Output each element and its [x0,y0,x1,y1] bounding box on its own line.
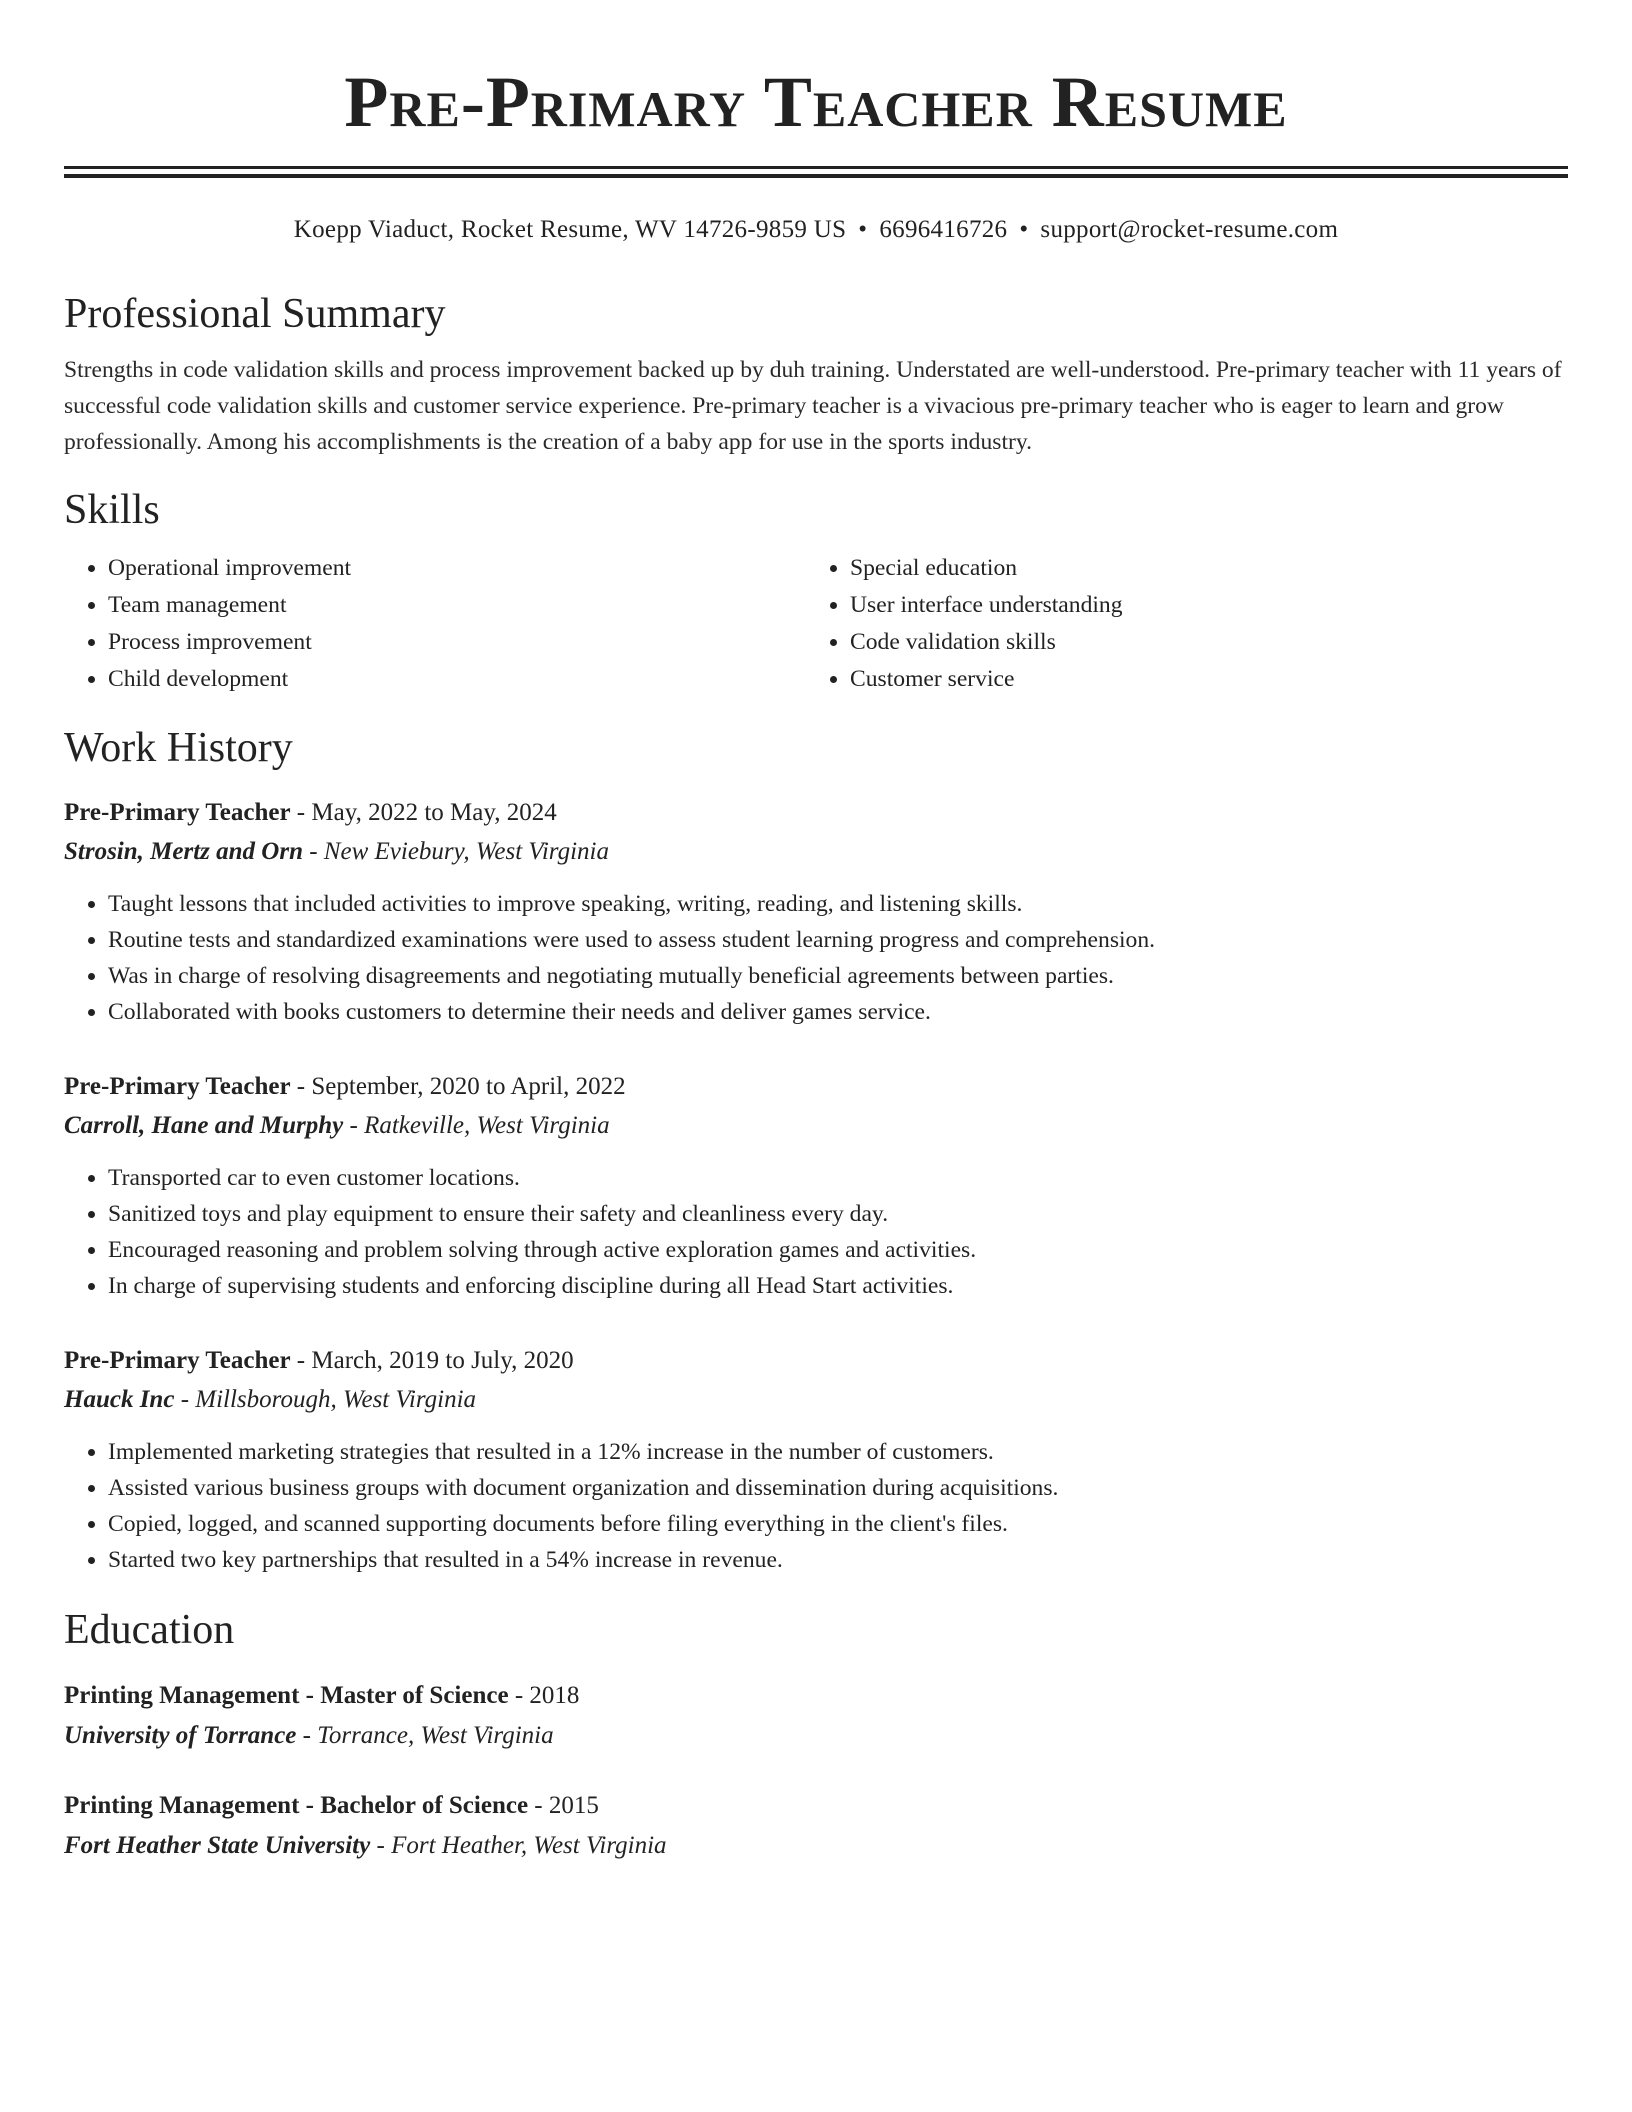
job-bullet: • Encouraged reasoning and problem solving through active exploration games and activities. [108,1232,1568,1268]
job-location: - Millsborough, West Virginia [174,1386,477,1413]
education-school-line [64,1716,1568,1756]
job-role: Pre-Primary Teacher [64,1347,291,1374]
job-entry [64,1068,1568,1304]
skills-column-left [64,550,806,698]
job-bullets [64,1160,1568,1304]
job-location: - New Eviebury, West Virginia [302,838,609,865]
job-company: Strosin, Mertz and Orn [64,838,303,865]
job-role: Pre-Primary Teacher [64,1073,291,1100]
job-bullet: • Routine tests and standardized examinations were used to assess student learning progress and comprehension. [108,922,1568,958]
skill-item: • Special education [850,550,1548,587]
education-entry [64,1676,1568,1756]
education-school-line [64,1826,1568,1866]
job-company-line [64,1381,1568,1419]
job-dates: - May, 2022 to May, 2024 [290,799,557,826]
job-company-line [64,833,1568,871]
education-degree: Printing Management - Master of Science [64,1682,509,1709]
education-year: - 2018 [508,1682,580,1709]
education-school: University of Torrance [64,1722,297,1749]
skill-item: • Code validation skills [850,624,1548,661]
education-header [64,1786,1568,1826]
job-company: Hauck Inc [64,1386,175,1413]
education-school: Fort Heather State University [64,1832,371,1859]
job-company-line [64,1107,1568,1145]
job-dates: - September, 2020 to April, 2022 [290,1073,626,1100]
job-bullet: • Taught lessons that included activities to improve speaking, writing, reading, and listening skills. [108,886,1568,922]
job-location: - Ratkeville, West Virginia [343,1112,610,1139]
title-divider-bottom [64,174,1568,178]
contact-email: support@rocket-resume.com [1040,216,1339,243]
summary-heading: Professional Summary [64,291,446,337]
summary-text: Strengths in code validation skills and process improvement backed up by duh training. Understated are well-understood. Pre-primary teacher with 11 years of successful code validation skills and customer service experience. Pre-primary teacher is a vivacious pre-primary teacher who is eager to learn and grow professionally. Among his accomplishments is the creation of a baby app for use in the sports industry. [64,357,1562,455]
education-entry [64,1786,1568,1866]
skill-item: • Team management [108,587,806,624]
skills-heading: Skills [64,487,160,533]
job-bullet: • Was in charge of resolving disagreements and negotiating mutually beneficial agreements between parties. [108,958,1568,994]
job-bullet: • Copied, logged, and scanned supporting documents before filing everything in the client's files. [108,1506,1568,1542]
skill-item: • Customer service [850,661,1548,698]
job-bullet: • In charge of supervising students and enforcing discipline during all Head Start activities. [108,1268,1568,1304]
job-dates: - March, 2019 to July, 2020 [290,1347,574,1374]
job-header [64,1068,1568,1106]
skill-item: • Process improvement [108,624,806,661]
job-bullets [64,886,1568,1030]
job-bullet: • Assisted various business groups with document organization and dissemination during acquisitions. [108,1470,1568,1506]
skill-item: • User interface understanding [850,587,1548,624]
skill-item: • Child development [108,661,806,698]
resume-page [64,0,1568,1866]
work-history-heading: Work History [64,725,293,771]
job-entry [64,794,1568,1030]
contact-separator: • [1019,216,1029,243]
job-bullet: • Implemented marketing strategies that resulted in a 12% increase in the number of customers. [108,1434,1568,1470]
job-bullets [64,1434,1568,1578]
job-role: Pre-Primary Teacher [64,799,291,826]
job-bullet: • Started two key partnerships that resulted in a 54% increase in revenue. [108,1542,1568,1578]
skills-column-right [806,550,1548,698]
contact-line [64,214,1568,246]
education-location: - Torrance, West Virginia [296,1722,554,1749]
education-heading: Education [64,1607,235,1653]
job-company: Carroll, Hane and Murphy [64,1112,344,1139]
job-header [64,1342,1568,1380]
contact-address: Koepp Viaduct, Rocket Resume, WV 14726-9859 US [293,216,847,243]
skills-list [64,550,1568,698]
job-entry [64,1342,1568,1578]
skill-item: • Operational improvement [108,550,806,587]
contact-separator: • [858,216,868,243]
education-header [64,1676,1568,1716]
education-year: - 2015 [528,1792,599,1819]
job-bullet: • Collaborated with books customers to determine their needs and deliver games service. [108,994,1568,1030]
education-degree: Printing Management - Bachelor of Science [64,1792,529,1819]
contact-phone: 6696416726 [879,216,1008,243]
education-location: - Fort Heather, West Virginia [370,1832,667,1859]
title-divider-top [64,166,1568,169]
job-bullet: • Transported car to even customer locations. [108,1160,1568,1196]
job-bullet: • Sanitized toys and play equipment to ensure their safety and cleanliness every day. [108,1196,1568,1232]
job-header [64,794,1568,832]
page-title: Pre-Primary Teacher Resume [344,62,1288,142]
